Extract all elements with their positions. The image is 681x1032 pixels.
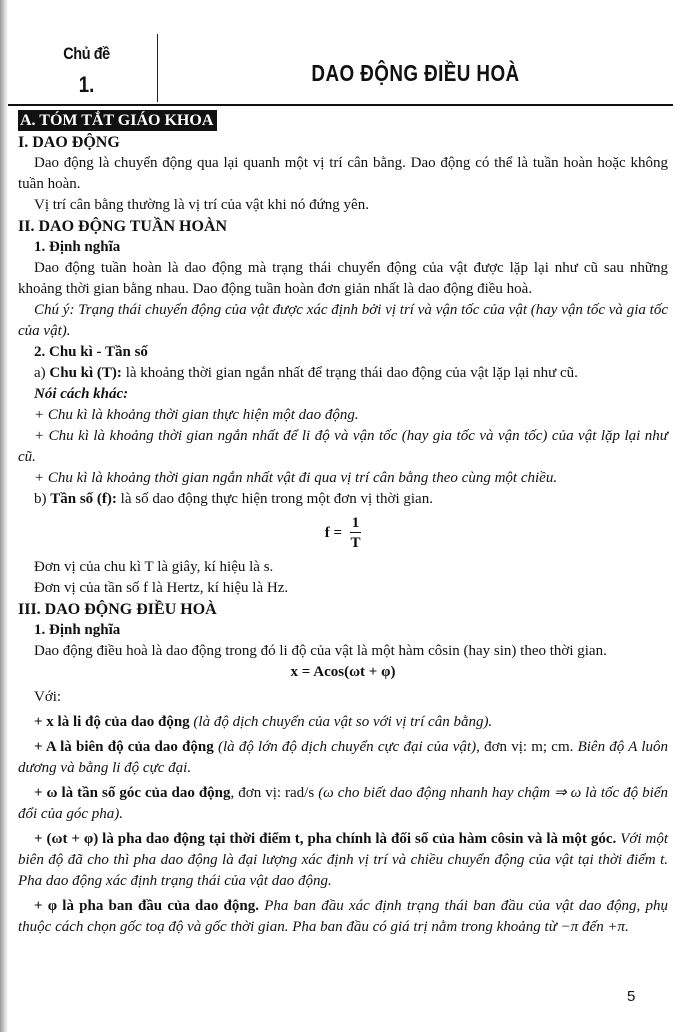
harmonic-formula: x = Acos(ωt + φ) <box>290 664 396 680</box>
definition-item <box>18 829 668 892</box>
page-content <box>18 110 668 938</box>
paragraph: Dao động là chuyển động qua lại quanh một vị trí cân bằng. Dao động có thể là tuần hoàn hoặc không tuần hoàn. <box>18 155 668 192</box>
item-term: + (ωt + φ) là pha dao động tại thời điểm t, pha chính là đối số của hàm côsin và là một góc. <box>34 831 617 847</box>
fraction <box>350 514 362 553</box>
definition-item <box>18 712 668 733</box>
page-gutter-shadow <box>0 0 8 1032</box>
item-desc: Với một biên độ đã cho thì pha dao động là đại lượng xác định vị trí và chiều chuyển động của vật tại thời điểm t. Pha dao động xác định trạng thái của vật dao động. <box>18 831 668 889</box>
bullet-item: + Chu kì là khoảng thời gian ngắn nhất vật đi qua vị trí cân bằng theo cùng một chiều. <box>34 470 558 486</box>
paragraph: Đơn vị của tần số f là Hertz, kí hiệu là Hz. <box>34 580 289 596</box>
label-b: b) <box>34 491 51 507</box>
frequency-formula <box>18 514 668 553</box>
subsection-heading: 1. Định nghĩa <box>34 622 121 638</box>
item-desc: Pha ban đầu xác định trạng thái ban đầu của vật dao động, phụ thuộc cách chọn gốc toạ độ và gốc thời gian. Pha ban đầu có giá trị nằm trong khoảng từ −π đến +π. <box>18 898 669 935</box>
page-number: 5 <box>627 988 636 1005</box>
note: Chú ý: Trạng thái chuyển động của vật được xác định bởi vị trí và vận tốc của vật (hay vận tốc và gia tốc của vật). <box>18 302 668 339</box>
fraction-denominator: T <box>350 535 361 551</box>
header-rule <box>8 104 673 106</box>
formula-lhs: f = <box>324 524 343 541</box>
period-def: là khoảng thời gian ngắn nhất để trạng thái dao động của vật lặp lại như cũ. <box>121 365 578 381</box>
definition-item <box>18 737 668 779</box>
section-1-heading: I. DAO ĐỘNG <box>18 134 120 151</box>
page-title: DAO ĐỘNG ĐIỀU HOÀ <box>311 60 520 86</box>
item-term: + ω là tần số góc của dao động <box>34 785 231 801</box>
topic-number: 1. <box>78 72 95 97</box>
item-term: + A là biên độ của dao động <box>34 739 214 755</box>
label-a: a) <box>34 365 50 381</box>
frequency-definition <box>18 489 668 510</box>
fraction-numerator: 1 <box>351 515 360 531</box>
topic-label: Chủ đề <box>63 44 110 63</box>
chapter-header <box>20 34 671 106</box>
item-term: + φ là pha ban đầu của dao động. <box>34 898 259 914</box>
paragraph: Vị trí cân bằng thường là vị trí của vật khi nó đứng yên. <box>34 197 369 213</box>
item-unit: , đơn vị: m; cm. <box>476 739 574 755</box>
header-divider <box>157 34 158 102</box>
topic-number-block <box>20 34 153 104</box>
definition-item <box>18 783 668 825</box>
paragraph: Dao động điều hoà là dao động trong đó li độ của vật là một hàm côsin (hay sin) theo thời gian. <box>34 643 607 659</box>
paragraph: Đơn vị của chu kì T là giây, kí hiệu là s. <box>34 559 274 575</box>
item-desc: (là độ dịch chuyển của vật so với vị trí cân bằng). <box>189 714 493 730</box>
section-a-heading: A. TÓM TẮT GIÁO KHOA <box>18 110 217 131</box>
subsection-heading: 2. Chu kì - Tần số <box>34 344 148 360</box>
frequency-def: là số dao động thực hiện trong một đơn vị thời gian. <box>116 491 433 507</box>
item-extra: Biên độ A luôn dương và bằng li độ cực đại. <box>18 739 668 776</box>
item-desc: (là độ lớn độ dịch chuyển cực đại của vật) <box>213 739 477 755</box>
subsection-heading: 1. Định nghĩa <box>34 239 121 255</box>
bullet-item: + Chu kì là khoảng thời gian thực hiện một dao động. <box>34 407 359 423</box>
bullet-item: + Chu kì là khoảng thời gian ngắn nhất để li độ và vận tốc (hay gia tốc và vận tốc) của vật lặp lại như cũ. <box>18 428 668 465</box>
item-term: + x là li độ của dao động <box>34 714 190 730</box>
period-definition <box>18 363 668 384</box>
frequency-term: Tần số (f): <box>50 491 117 507</box>
item-desc: (ω cho biết dao động nhanh hay chậm ⇒ ω là tốc độ biến đổi của góc pha). <box>18 785 668 822</box>
period-term: Chu kì (T): <box>49 365 122 381</box>
with-label: Với: <box>34 689 62 705</box>
section-3-heading: III. DAO ĐỘNG ĐIỀU HOÀ <box>18 601 217 618</box>
other-words-label: Nói cách khác: <box>34 386 129 402</box>
paragraph: Dao động tuần hoàn là dao động mà trạng thái chuyển động của vật được lặp lại như cũ sau những khoảng thời gian bằng nhau. Dao động tuần hoàn đơn giản nhất là dao động điều hoà. <box>18 260 668 297</box>
item-unit: , đơn vị: rad/s <box>230 785 319 801</box>
section-2-heading: II. DAO ĐỘNG TUẦN HOÀN <box>18 218 228 235</box>
definition-item <box>18 896 668 938</box>
